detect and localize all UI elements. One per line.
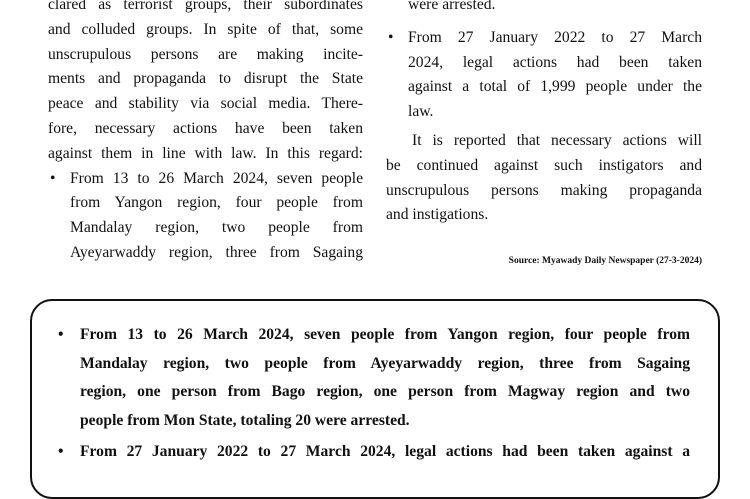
body-text-line: and instigations.	[386, 206, 489, 224]
bullet-text-line: Ayeyarwaddy region, three from Sagaing	[70, 243, 363, 261]
highlight-text-line: region, one person from Bago region, one person from Magway region and two	[80, 383, 690, 400]
bullet-icon: •	[388, 28, 394, 46]
bullet-icon: •	[58, 443, 64, 460]
body-text-line: unscrupulous persons are making incite-	[48, 45, 363, 63]
body-text-line: ments and propaganda to disrupt the State	[48, 70, 363, 88]
highlight-text-line: people from Mon State, totaling 20 were arrested.	[80, 411, 410, 429]
body-text-line: and colluded groups. In spite of that, some	[48, 20, 363, 38]
bullet-text-line: From 13 to 26 March 2024, seven people	[70, 169, 363, 187]
highlight-text-line: From 13 to 26 March 2024, seven people from Yangon region, four people from	[80, 326, 690, 343]
bullet-text-line: from Yangon region, four people from	[70, 194, 363, 212]
closing-paragraph	[386, 129, 702, 228]
body-text-line: fore, necessary actions have been taken	[48, 119, 363, 137]
bullet-icon: •	[50, 169, 56, 187]
body-text-line: against them in line with law. In this regard:	[48, 144, 363, 162]
body-text-line: were arrested.	[408, 0, 496, 13]
body-text-line: It is reported that necessary actions will	[412, 131, 702, 149]
left-column	[48, 0, 363, 266]
body-text-line: peace and stability via social media. There-	[48, 95, 363, 113]
source-citation: Source: Myawady Daily Newspaper (27-3-2024)	[508, 256, 702, 266]
bullet-icon: •	[58, 326, 64, 343]
bullet-text-line: From 27 January 2022 to 27 March	[408, 28, 702, 46]
body-text-line: be continued against such instigators and	[386, 156, 702, 174]
bullet-text-line: 2024, legal actions had been taken	[408, 53, 702, 71]
highlight-text-line: Mandalay region, two people from Ayeyarwaddy region, three from Sagaing	[80, 354, 690, 372]
highlight-text-line: From 27 January 2022 to 27 March 2024, legal actions had been taken against a	[80, 443, 690, 460]
right-column	[386, 0, 702, 228]
bullet-text-line: Mandalay region, two people from	[70, 219, 363, 237]
bullet-item-legal-actions	[386, 26, 702, 125]
highlight-box-content	[50, 321, 690, 467]
highlight-item-arrests	[50, 321, 690, 435]
body-text-line: clared as terrorist groups, their subordinates	[48, 0, 363, 13]
bullet-text-line: against a total of 1,999 people under the	[408, 78, 702, 96]
body-text-line: unscrupulous persons making propaganda	[386, 181, 702, 199]
highlight-item-legal-actions	[50, 438, 690, 467]
bullet-text-line: law.	[408, 103, 434, 121]
bullet-item-arrests	[48, 167, 363, 266]
